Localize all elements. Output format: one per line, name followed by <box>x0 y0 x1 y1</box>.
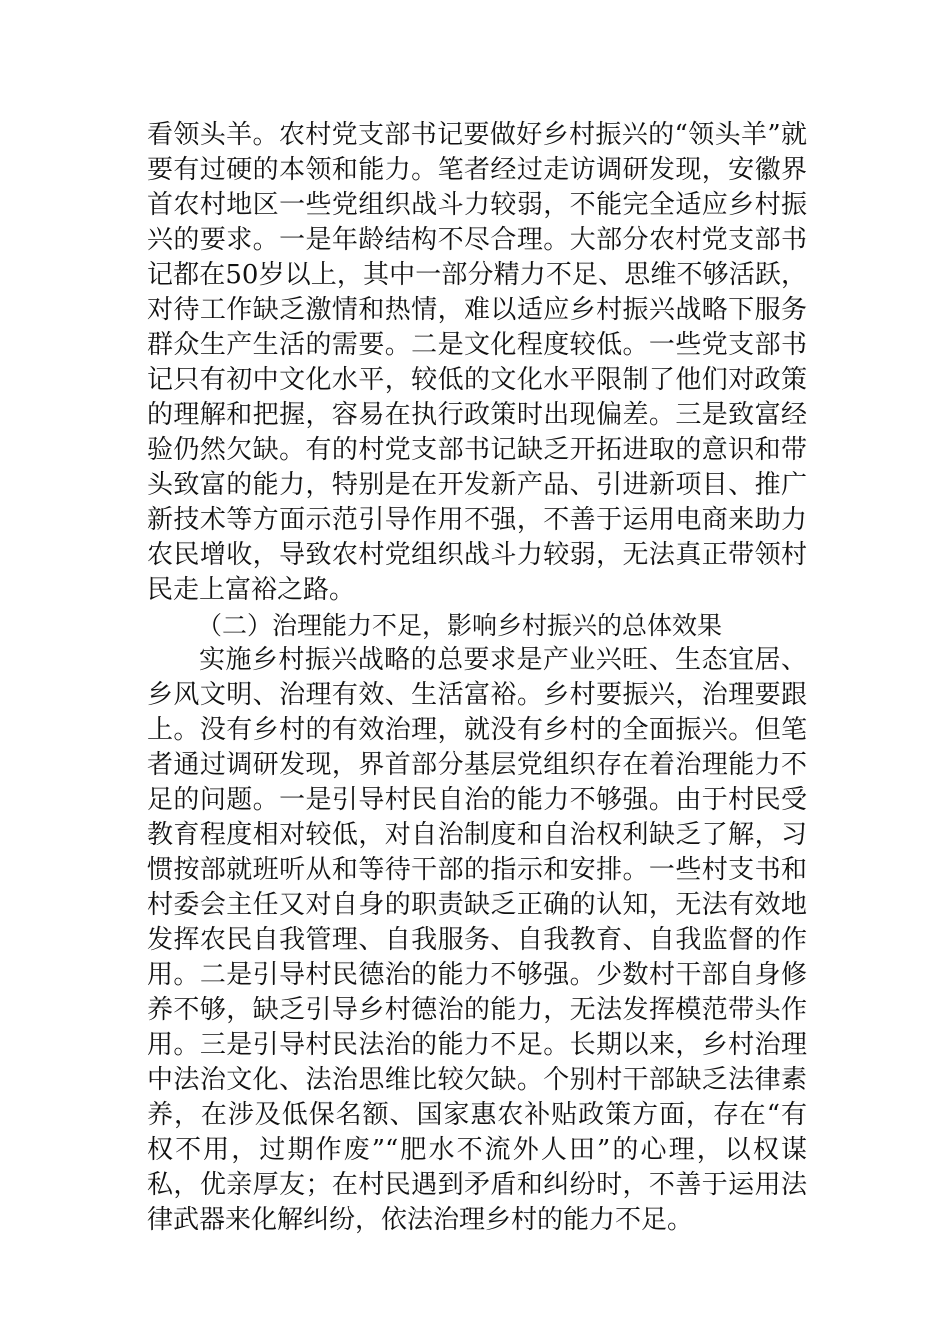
paragraph-party-secretary-capability: 看领头羊。农村党支部书记要做好乡村振兴的“领头羊”就要有过硬的本领和能力。笔者经过走访调研发现，安徽界首农村地区一些党组织战斗力较弱，不能完全适应乡村振兴的要求。一是年龄结构不尽合理。大部分农村党支部书记都在50岁以上，其中一部分精力不足、思维不够活跃，对待工作缺乏激情和热情，难以适应乡村振兴战略下服务群众生产生活的需要。二是文化程度较低。一些党支部书记只有初中文化水平，较低的文化水平限制了他们对政策的理解和把握，容易在执行政策时出现偏差。三是致富经验仍然欠缺。有的村党支部书记缺乏开拓进取的意识和带头致富的能力，特别是在开发新产品、引进新项目、推广新技术等方面示范引导作用不强，不善于运用电商来助力农民增收，导致农村党组织战斗力较弱，无法真正带领村民走上富裕之路。 <box>147 120 807 605</box>
paragraph-governance-capability: 实施乡村振兴战略的总要求是产业兴旺、生态宜居、乡风文明、治理有效、生活富裕。乡村要振兴，治理要跟上。没有乡村的有效治理，就没有乡村的全面振兴。但笔者通过调研发现，界首部分基层党组织存在着治理能力不足的问题。一是引导村民自治的能力不够强。由于村民受教育程度相对较低，对自治制度和自治权利缺乏了解，习惯按部就班听从和等待干部的指示和安排。一些村支书和村委会主任又对自身的职责缺乏正确的认知，无法有效地发挥农民自我管理、自我服务、自我教育、自我监督的作用。二是引导村民德治的能力不够强。少数村干部自身修养不够，缺乏引导乡村德治的能力，无法发挥模范带头作用。三是引导村民法治的能力不足。长期以来，乡村治理中法治文化、法治思维比较欠缺。个别村干部缺乏法律素养，在涉及低保名额、国家惠农补贴政策方面，存在“有权不用，过期作废”“肥水不流外人田”的心理，以权谋私，优亲厚友；在村民遇到矛盾和纠纷时，不善于运用法律武器来化解纠纷，依法治理乡村的能力不足。 <box>147 645 807 1235</box>
document-body <box>147 118 807 1238</box>
section-heading-governance: （二）治理能力不足，影响乡村振兴的总体效果 <box>197 611 723 640</box>
